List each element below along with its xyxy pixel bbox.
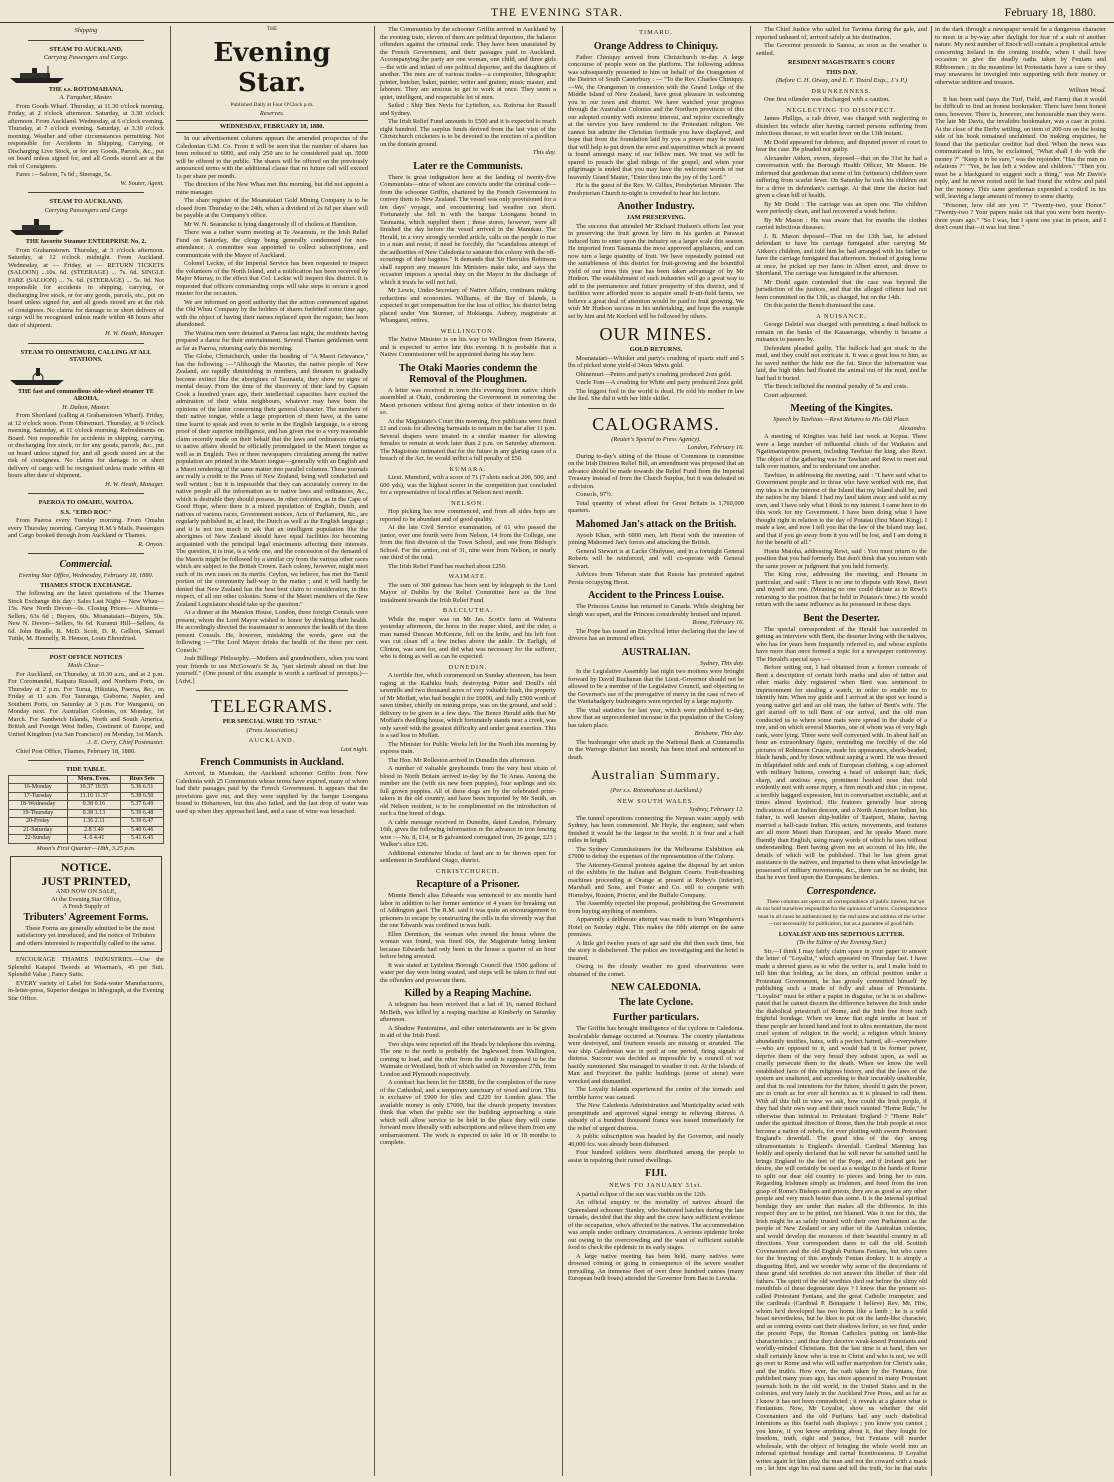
article-sub: Speech by Tawhiao.—Rewi Returns to His Old Place. xyxy=(773,416,910,423)
article-head: Killed by a Reaping Machine. xyxy=(404,988,532,999)
notice-line: AND NOW ON SALE, xyxy=(55,888,117,895)
telegrams-sub: PER SPECIAL WIRE TO "STAR." xyxy=(222,718,322,725)
article-head: Later re the Communists. xyxy=(413,160,523,172)
paragraph: It has been said (says the Turf, Field, and Farm) that it would be difficult to find an honest bookmaker. There have been honest ones, however. There is, however, one honourable man they were. The late Mr Davis, the invalides bookmaker, was a case in point. At the close of the Derby settling, on item of 200 ors on the losing side of his book remained unclaimed. On making enquiries, he found that the particular creditor had died. When the news was communicated to him, he exclaimed, "What shall I do with the money ?" "Keep it to be sure," was the rejoinder. "Has the man no relations ?" "Yes, he has left a widow and children." "Then you must be a blackguard to suggest such a thing," was Mr Davis's reply, and he never rested until he had found the widow and paid her the money. This same gentleman expended a codicil in his will, leaving a large amount of money to some charity. xyxy=(935,95,1106,200)
column-rule xyxy=(562,26,563,1476)
paragraph: The Communists by the schooner Griffin arrived in Auckland by the evening train, eleven of them are political deportees, the balance offenders against the criminal code. They have been unassisted by the French Government, and their passages paid to Auckland. Accompanying the party are one woman, one child, and three girls—the wife and infant of one political deportee, and the daughters of another. The men are of various trades—a compositor, lithographic printer, butcher, baker, painter, writer and grainer, music master, and laborers. They are anxious to get to work at once. They seem a quiet, intelligent, and respectable lot of men. xyxy=(380,26,556,101)
paragraph: By Mr Dodd : The carriage was an open one. The children were perfectly clean, and had recovered a week before. xyxy=(756,200,927,215)
place-head: NEGLECTING TO DISINFECT. xyxy=(786,106,897,114)
paragraph: The Globe, Christchurch, under the heading of "A Maori Grievance," has the following :—"Although the Maories, the native people of New Zealand, are rapidly diminishing in numbers, and threaten to gradually become extinct like the aborigines of Tasmania, they show no signs of mental decay. From the time of the discovery of their land by Captain Cook a hundred years ago, their intellectual capacities have excited the admiration of their white neighbours, whatever may have been the opinions of the latter concerning their general character. The numbers of their native tongue, while a large proportion of them have, at the same time learnt to speak and even to write in the English language, is a strong proof of their superior intelligence, and has given rise to a very reasonable claim recently made on their behalf that the laws and ordinances relating to native affairs should be officially promulgated in the Maori tongue as well as in English. Two or three newspapers circulating among the native population are printed in the Maori tongue—generally with an English and a Maori rendering of the same matter into parallel columns. These journals are really a credit to the Press of New Zealand, being well conducted and well written ; but it is impossible that they can accurately convey to the native people all the information as to native laws and ordinances, &c., which is desirable they should possess. In other colonies, as in the Cape of Good Hope, where there is a mixed population of English, Dutch, and natives of various races, Government notices, Acts of Parliament, &c., are regularly published in, at least, the Dutch as well as the English language ; and it is not too much to ask that an intelligent population like the aborigines of New Zealand should have equal facilities for becoming acquainted with the principal legal enactments affecting their interests. The question, it is true, is a wide one, and the concession of the demand of the Maoris might be followed by a similar cry from the various other races which are subject to the British Crown. Each colony, however, might meet such of its own cases on its merits. Ceylon, we believe, has met the Tamil portion of the community half-way in the matter ; and it will hardly be denied that New Zealand has the best best claim to consideration, in this respect, of all our other colonies. Some of the Maori members of the New Zealand Legislature should take up the question." xyxy=(176,353,368,608)
dateline: THIS DAY. xyxy=(825,68,858,76)
paragraph: A cable message received in Dunedin, dated London, February 16th, gives the following information re the advance in iron fencing wire :—No. 8, £14, or B galvanized corrugated iron, 26 gauge, £23 ; Walker's slice £26. xyxy=(380,818,556,848)
paragraph: By Mr Mason : He was aware that for months the clothes carried infectious diseases. xyxy=(756,216,927,231)
paragraph: Total quantity of wheat afloat for Great Britain is 1,760,000 quarters. xyxy=(568,499,744,514)
paragraph: A terrible fire, which commenced on Sunday afternoon, has been raging at the Kaihiku bush, destroying Potter and Doull's old sawmills and two thousand acres of very valuable bush, the property of Mr Moffatt, who had bought it for £6000, and fully £500 worth of sawn timber, chiefly on mining props, was on the ground, and sold ; delivery to be given in a few days. The Bence Herald adds that Mr Moffatt's dwelling house, which fortunately stands near a creek, was only saved with the greatest difficulty and under great exertion. This is a sad loss to Moffatt. xyxy=(380,672,556,739)
paragraph: Lieut. Mumford, with a score of 71 (7 shots each at 200, 500, and 600 yds), was the highest scorer in the competition just concluded for a representative of local rifles at Nelson next month. xyxy=(380,474,556,496)
column-cablegrams xyxy=(568,26,744,1476)
post-body: For Auckland, on Thursday, at 10.30 a.m., and at 2 p.m. For Coromandel, Kaipara Russell, and Northern Ports, on Thursday at 2 p.m. For Turua, Hikutaia, Paeroa, &c., on Friday at 11 a.m. For Tauranga, Gisborne, Napier, and Southern Ports, on Saturday at 3 p.m. For Wanganui, on Monday next. For Australian Colonies, on Monday, 1st March. For Sandwich Islands, North and South America, British and Foreign West Indies, Continent of Europe, and United Kingdom (via San Francisco) on Monday, 1st March. xyxy=(8,670,164,738)
article-head: Another Industry. xyxy=(617,201,695,212)
article-head: NEW CALEDONIA. xyxy=(611,982,701,993)
paragraph: Arrived, in Manukau, the Auckland schooner Griffin from New Caledonia with 25 Communists whose terms have expired, many of whom had their passages paid by the French Government. It appears that the provisions gave out, and they were supplied by the barque Loongana bound to Hobartown, but this also failed, and the last drop of water was used up when they approached land, and a case of wine was broached. xyxy=(176,770,368,815)
article-head: AUSTRALIAN. xyxy=(621,646,691,658)
paragraph: At the Magistrate's Court this morning, five publicans were fined £1 and costs for allowing barmaids to remain in the bar after 11 p.m. Several drapers were treated in a similar manner for allowing females to remain at work later than 2 p.m. on Saturday afternoon. The Magistrate intimated that for the future in any glaring cases of a breach of the Act, he would inflict a full penalty of £50. xyxy=(380,417,556,462)
paragraph: General Stewart is at Lacke Ohulyuee, and in a fortnight General Roberts will be reinforced, and will co-operate with General Stewart. xyxy=(568,547,744,570)
article-head: Australian Summary. xyxy=(591,767,721,782)
dateline: Alexandra. xyxy=(898,424,927,432)
telegrams-assoc: (Press Association.) xyxy=(246,726,298,734)
paragraph: The New Caledonia Administration and Municipality acted with promptitude and approved signal energy in relieving distress. A subsidy of a hundred thousand francs was issued immediately for the relief of urgent distress. xyxy=(568,1102,744,1132)
ad-body: From Goods Wharf. Thursday, at 11.30 o'clock morning. Friday, at 2 o'clock afternoon. Saturday, at 3.30 o'clock afternoon. From Auckland. Wednesday, at 6 o'clock evening. Thursday, at 7 o'clock evening. Saturday, at 3.30 o'clock morning. Weather and other circumstances permitting. Not responsible for Accidents in Shipping, Carrying, or Discharging Live Stock, or for any Goods, Parcels, &c., put on board unless signed for, and all Goods stored are at the risk of Consignees. xyxy=(8,102,164,170)
paragraph: The Princess Louise has returned to Canada. While sleighing her sleigh was upset, and the Princess considerably bruised and injured. xyxy=(568,603,744,618)
dateline: Evening Star Office, Wednesday, February 18, 1880. xyxy=(18,572,154,579)
classified-ad: ENCOURAGE THAMES INDUSTRIES.—Use the Splendid Kaiapoi Tweeds at Wiseman's, 45 per Suit. Splendid Value ; Fancy Suits. xyxy=(8,956,164,978)
paragraph: A Shadow Pantomime, and other entertainments are to be given in aid of the Irish Fund. xyxy=(380,1024,556,1039)
paragraph: An official enquiry re the mortality of natives aboard the Queensland schooner Stanley, who buttoned batches during the late tornado, decided that the ship and the crew have sufficient evidence of the occupation, who's affected to the natives. The accommodation was ample under ordinary circumstances. A serious epidemic broke out owing to the overcrowding and the want of sufficient suitable food to check the epidemic in its early stages. xyxy=(568,1199,744,1251)
paper-the: THE xyxy=(266,26,278,32)
column-telegrams xyxy=(380,26,556,1476)
article-sub: (To the Editor of the Evening Star.) xyxy=(796,939,887,946)
paragraph: The biggest fool in the world is dead. He told his mother in law she lied. She did it with her little skillet. xyxy=(568,387,744,402)
paper-sub: Published Daily at Four O'Clock p.m. xyxy=(230,101,314,108)
article-head: FIJI. xyxy=(645,1168,667,1179)
dateline: Rome, February 16. xyxy=(692,619,744,626)
paragraph: Colonel Leckie, of the Imperial Service has been requested to inspect the volunteers of the North Island, and a notification has been received by Major Murray, to the effect that Col. Leckie will inspect this district. It is requested that officers commanding corps will take steps to secure a good muster for the occasion. xyxy=(176,260,368,297)
post-sub: Mails Close— xyxy=(67,662,105,669)
paragraph: The vital statistics for last year, which were published to-day, show that an unprecedented increase in the population of the Colony has taken place. xyxy=(568,706,744,729)
paragraph: In our advertisement columns appears the amended prospectus of the Caledonian G.M. Co. From it will be seen that the number of shares has been reduced to 6000, and only 250 are to be considered paid up. 5000 will be offered to the public. The shares will be offered on the previously announced terms with the additional clause that no future call will exceed 1s per share per month. xyxy=(176,135,368,180)
paragraph: He is the guest of the Rev. W. Gillies, Presbyterian Minister. The Presbyterian Church to-night is crowded to hear his lecture. xyxy=(568,182,744,197)
paragraph: A little girl twelve years of age said she did then each time, but the story is disbelieved. The police are investigating and the hotel is insured. xyxy=(568,939,744,962)
paragraph: George Dalziel was charged with permitting a dead bullock to remain on the banks of the Kauaeranga, whereby it became a nuisance to passers by. xyxy=(756,321,927,343)
paragraph: The Minister for Public Works left for the North this morning by express train. xyxy=(380,740,556,755)
place-head: NEWS TO JANUARY 31st. xyxy=(609,1182,703,1189)
ad-agent: W. Souter, Agent. xyxy=(120,179,164,187)
dateline: Sydney, February 12. xyxy=(689,806,744,813)
column-shipping xyxy=(8,26,164,1476)
paragraph: A partial eclipse of the sun was visible on the 12th. xyxy=(576,1190,707,1198)
paragraph: While the reaper was on Mr Jas. Scott's farm at Waiwera yesterday afternoon, the horse in the reaper shied, and the rider, a man named Duncan McKenzie, fell on the knife, and his left foot was cut clean off a few inches above the ankle. Dr Earligh, of Clinton, was sent for, and did what was necessary for the sufferer, who is doing as well as can be expected. xyxy=(380,615,556,660)
paragraph: Tawhiao, in addressing the meeting, said : "I have said what to Government people and to those who have worked with me, that my idea is in the interest of the Island that my Island shall be, and the nation be my Island. I had my land taken away and sold as my own, and I have only what I think to my interest. I came here to do this work for my Government. I have been doing what I have thought right in relation to the day of Potatau (first Maori King). I made a law, and now I tell you that the law of the Island may last, and that if you go away from it you will be lost, and I am doing it for the benefit of all." xyxy=(756,471,927,546)
place-head: WELLINGTON. xyxy=(440,327,496,335)
ship-name: S.S. "EIRO ROC" xyxy=(60,508,112,516)
article-head: French Communists in Auckland. xyxy=(200,757,344,768)
place-head: CHRISTCHURCH. xyxy=(436,867,500,875)
paragraph: Additional extensive blocks of land are to be thrown open for settlement in Southland Otago, district. xyxy=(380,849,556,864)
paragraph: A large native meeting has been held, many natives were drowned coming or going in consequence of the severe weather prevailing. An immense fleet of over three hundred canoes (many European built boats) attended the Governor from Bau to Lovuka. xyxy=(568,1252,744,1282)
masthead-title: THE EVENING STAR. xyxy=(490,5,624,19)
signature: William Wood. xyxy=(1068,87,1106,94)
column-court-correspondence xyxy=(756,26,1106,1476)
paragraph: J. B. Mason deposed—That on the 13th last, he advised defendant to have his carriage fumigated after carrying Mr Aitken's children, and told him he had arranged with his father to have the carriage fumigated that afternoon. Instead of going home at once, he picked up two fares in Albert street, and drove to Shortland. The carriage was fumigated in the afternoon. xyxy=(756,232,927,277)
column-rule xyxy=(374,26,375,1476)
section-head: Correspondence. xyxy=(806,885,877,897)
column-editorial xyxy=(176,26,368,1476)
article-head: LOYALIST AND HIS SEDITIOUS LETTER. xyxy=(778,930,905,938)
ship-name: THE s.s. ROTOMAHANA. xyxy=(48,85,124,93)
exchange-title: THAMES STOCK EXCHANGE. xyxy=(40,581,132,589)
notice-title: NOTICE. xyxy=(60,860,112,874)
paragraph: The Attorney-General protests against the disposal by art union of the exhibits in the Italian and Belgium Courts. Fruit-thrashing machines proceeding at Orange at present at Robey's (inferior), Marshall and Sons, and Foster and Co. still to compete with Hornsbys, Ruston, Proctor, and the Buffalo Company. xyxy=(568,861,744,899)
paragraph: A letter was received in town this evening from native chiefs assembled at Otaki, condemning the Government in removing the Maori prisoners without first giving notice of their intention to do so. xyxy=(380,386,556,416)
paragraph: Defendant pleaded guilty. The bullock had got stuck in the mud, and they could not extricate it. It was a great loss to him, as he saved neither the hide nor the fat. Since the information was laid, the high tides had floated the animal out of the mud, and he had had it buried. xyxy=(756,344,927,382)
ad-title: STEAM TO OHINEMURI, CALLING AT ALL STATIONS. xyxy=(20,348,152,363)
post-title: POST OFFICE NOTICES xyxy=(49,653,123,661)
paragraph: In the Legislative Assembly last night two motions were brought forward by David Buchanan that the Lieut.-Governor should not be allowed to be a member of the Legislative Council, and objecting to the Governor's use of the prerogative of mercy in the case of two of the Wantabadgery bushrangers were rejected by a large majority. xyxy=(568,668,744,705)
paragraph: A telegram has been received that a lad of 16, named Richard McBeth, was killed by a reaping machine at Kimberly on Saturday afternoon. xyxy=(380,1001,556,1023)
paragraph: These columns are open to all correspondence of public interest, but we do not hold ourselves responsible for the opinions of writers. Correspondence must in all cases be authenticated by the real name and address of the writer—not necessarily for publication, but as a guarantee of good faith. xyxy=(756,898,927,927)
issue-date: WEDNESDAY, FEBRUARY 18, 1880. xyxy=(219,122,325,130)
notice-line: At the Evening Star Office, xyxy=(51,895,121,903)
paragraph: The Irish Relief Fund amounts to £500 and it is expected to reach eight hundred. The surplus funds derived from the last visit of the Christchurch cricketers is to be devoted to the erection of a pavilion on the domain ground. xyxy=(380,118,556,148)
paragraph: Consols, 97½. xyxy=(576,491,613,498)
moon-note: Moon's First Quarter—18th, 3.25 p.m. xyxy=(36,844,136,852)
paragraph: The special correspondent of the Herald has succeeded in getting an interview with Bent, the deserter living with the natives, who has for years been frequently referred to, and whose exploits have more than once formed a topic for a newspaper controversy. The Herald's special says :— xyxy=(756,625,927,663)
article-head: Accident to the Princess Louise. xyxy=(588,590,724,601)
paragraph: There is great indignation here at the landing of twenty-five Communists—nine of whom are convicts under the criminal code—from the schooner Griffin, chartered by the French Government to convey them to New Zealand. The vessel was only provisioned for a ten days' voyage, and encountering bad weather ran short. Fortunately she fell in with the barque Loongana bound to Tasmania, which supplied them ; these stores, however, were all finished the day before the vessel arrived in the Manukau. The Herald, in a very strongly worded article, calls on the people to rise to a man and resist, if need be forcibly, the "scandalous attempt of the authorities of New Caledonia to saturate this colony with the off-scourings of their bagnios." It demands that Sir Hercules Robinson shall support any measure his Ministers make take, and says the occasion imposes a special duty on the Mayor in the discharge of which it trusts he will not fail. xyxy=(380,173,556,286)
paragraph: Mr Lewis, Under-Secretary of Native Affairs, continues making reductions and economies. Williams, of the Bay of Islands, is expected to get compensation for the loss of office, his district being placed under Von Sturmer, of Hokianga. Aubrey, magistrate at Whangarei, retires. xyxy=(380,287,556,324)
paragraph: Ellen Dennison, the woman who owned the house where the woman was found, was fined 60s, the Magistrate being lenient because Edwards had only been in the house a quarter of an hour before being arrested. xyxy=(380,930,556,960)
paragraph: Owing to the cloudy weather no good observations were obtained of the comet. xyxy=(568,963,744,978)
paragraph: Minnie Bench alias Edwards was sentenced to six months hard labor in addition to her former sentence of 4 years for breaking out of Addington gaol. The R.M. said it was quite an encouragement to prisoners to escape by constructing the cells in the slovenly way that the one Edwards was confined in was built. xyxy=(380,892,556,929)
paragraph: Hop picking has now commenced, and from all sides hops are reported to be abundant and of good quality. xyxy=(380,508,556,523)
paragraph: During to-day's sitting of the House of Commons in committee on the Irish Distress Relief Bill, an amendment was proposed that an advance should be made towards the Relief Fund from the Imperial Treasury instead of from the Church Surplus, but it was defeated on a division. xyxy=(568,452,744,490)
paragraph: James Phillips, a cab driver, was charged with neglecting to disinfect his vehicle after having carried persons suffering from infectious disease, to wit scarlet fever on the 13th instant. xyxy=(756,115,927,137)
ad-body: From Paeroa every Tuesday morning. From Omahu every Thursday morning. Carrying H.M.'s Mails. Passengers and Cargo booked through from Auckland or Thames. xyxy=(8,517,164,539)
paragraph: Josh Billings' Philosophy.—Mothers and grandmothers, when you want your friends to use McGowan's St Ja, "just skrimsh ahead on that line yourself." (One pound of this example is worth a cartload of precepts.)—[Advt.] xyxy=(176,655,368,685)
paragraph: A number of valuable greyhounds from the very best strain of blood in North Britain arrived to-day by the Te Anau. Among the number are the (with six new born puppies), four saplings and six full grown puppies. All of these dogs are by the celebrated prize-takers in the old country, and have been imported by Mr Smith, an old Nelson resident, is to be complimented on the introduction of such a fine breed of dogs. xyxy=(380,765,556,817)
paragraph: Hoeta Maioha, addressing Rewi, said : You must return to the position that you had formerly. But don't think that you return with the same power or judgment that you held formerly. xyxy=(756,547,927,570)
notice-line: Tributers' Agreement Forms. xyxy=(23,911,149,923)
telegrams-title: TELEGRAMS. xyxy=(210,696,334,716)
table-row: 17-Tuesday 11.16 11.37 5.38 6.50 xyxy=(9,792,164,801)
ad-fares: Fares :—Saloon, 7s 6d ; Steerage, 5s. xyxy=(16,171,112,178)
ad-agent: H. W. Heath, Manager. xyxy=(105,330,164,337)
table-row: 16-Monday 10.37 10.55 5.36 6.51 xyxy=(9,784,164,793)
post-sign: J. E. Corry, Chief Postmaster. xyxy=(87,739,164,746)
paragraph: Sir,—I think I may fairly claim space in your paper to answer the letter of "Loyalist," which appeared on Thursday last. I have made a shrewd guess as to who the writer is, and I make bold to tell him that holding, as he does, an official position under a Protestant Government, he has grossly committed himself by publishing such a tirade of folly and abuse of Protestants. "Loyalist" must be either a papist in disguise, or he is so shallow-pated that he cannot discern the difference between the Irish under the diabolical priestcraft of Rome, and the Irish free from such frightful bondage. When we know that eight tenths at least of these people are bound hand and foot to ultra montanism, the most cruel system of religion in the world, a religion which history abundantly testifies, hates, with a perfect hatred, all—everywhere—who are opposed to it, and would had it its former power, deprive them of the very bread they subsist upon, as well as cruelly persecute them to the death. When we know the well established facts of this religious history, and that the laws of the system are unaltered, and according to their incurably unalterable, and that its real intentions for the future, should it gain the power, are to crush as for ever all heretics as it is pleased to call them. With all this full in view we ask, how could the Irish people, if they had their own way and their much vaunted "Home Rule," be otherwise than inimical to Protestant England ? "Home Rule" under the spiritual direction of Rome, then the Irish people at once become a nation of rebels, for ever plotting with sworn Protestant England's downfall. The grand idea of the day among ultramontanists is England's downfall. Cardinal Manning has boldly and openly declared that he will never be satisfied until he brings England to the feet of the Pope, and if Ireland gets her desire, she will certainly be used as a wedge in the hands of Rome to split our dear old country to pieces and bring her to ruin. Regarding Irishmen simply as Irishmen, and freed from the iron grasp of Rome's Bishops and priests, they are as good as any other people and very much better than some. It is the internal spiritual bondage they are under that makes all the difference. In this respect they are to be pitied, not blamed. Was it not for this, the Irish might be as safely trusted with their own Parliament as the people of New Zealand or any other of the Australian colonies, and would develop the resources of their beautiful country in all directions. Your correspondent dares to call the old Scottish Covenanters and the old English Puritans Fenians, but who cares for the braying of this anybody Fenian donkey. It is simply a disgusting libel, and we wonder why some of the descendants of these grand old worthies do not answer this libeller of their old fathers. The spirit of the old worthies died out before the slimy old mouthfuls of these degenerate days ? I know that the present so-called Protestant Fenians, and the great Catholic trumpeter, and the cardinals (Cardinal P. Bonaparte I believe) Rev. Mr. Hiw, whom he'd developed has two horns like a lamb ; he is a wild beast nevertheless, but he likes to put on the lamb-like character, and as coming events cast their shadows before, so we find, under the present Pope, the Roman Catholics putting on lamb-like characteristics ; and thus they deceive weak-kneed Protestants and worldly-minded Christians. But the last time is at hand, then we shall certainly know who is true to Christ and who is not, we will go over to Rome and who will suffer martyrdom for Christ's sake, and the truth's. How ever, the oath taken by the Fenians, first published many years ago, has since appeared in many Protestant journals both in the old world, in the United States and in the colonies, and very lately in the Auckland Free Press, and as far as I know it has not been contradicted ; it reveals at a glance what is Fenianism. Now, Mr Loyalist, show us whether the old Covenanters and the old Puritans had any such diabolical intentions as this fearful oath displays ; you know you cannot ; you know, if you know anything about it, that they fought for freedom, truth, right and justice, but Fenians will murder wholesale, with the object of bringing the whole world into an infernal spiritual bondage and carnal licentiousness. If Loyalist writes again let him play the man and not the coward with a mask on ; let him sign his real name and tell the truth, for he that stabs in the dark through a newspaper would be a dangerous character to meet in a by-way after daylight for fear of a stab of another nature. My next number of Enoch will contain a prophetical article concerning Ireland in the coming trouble, when I shall have occasion to give the deadly oaths taken by Fenians and Ribbonmen ; in the meantime let Protestants have a care or they may unawares be inveigled into supporting with their money or otherwise sedition and treason. xyxy=(756,26,1106,1472)
article-head: OUR MINES. xyxy=(599,324,713,344)
place-head: TIMARU. xyxy=(639,29,673,36)
paragraph: Ohinemuri—Peters and party's crushing produced 2ozs gold. xyxy=(576,370,732,378)
place-head: A NUISANCE. xyxy=(816,312,867,320)
table-row: 22-Sunday 4. 6 4.41 5.41 6.45 xyxy=(9,835,164,844)
paragraph: The Native Minister is on his way to Wellington from Hawera, and is expected to arrive late this evening. It is probable that a Native Commissioner will be appointed during his stay here. xyxy=(380,336,556,358)
paragraph: The Hon. Mr Rolleston arrived in Dunedin this afternoon. xyxy=(388,756,537,764)
place-head: BALCLUTHA. xyxy=(442,607,494,614)
dateline: This day. xyxy=(532,149,556,156)
paragraph: One first offender was discharged with a caution. xyxy=(764,96,890,103)
table-row: 18-Wednesday 0.38 0.16 5.37 6.49 xyxy=(9,801,164,810)
ad-agent: H. W. Heath, Manager. xyxy=(105,480,164,488)
table-row: 21-Saturday 2.8 3.40 5.40 6.46 xyxy=(9,826,164,835)
paragraph: The Griffin has brought intelligence of the cyclone in Caledonia. Incalculable damage occurred at Noumea. The country plantations were destroyed, and fourteen vessels are missing or stranded. The war ship Caledonian was in peril at one period, firing signals of distress. Succour was decided as impossible by a council of war hastily summoned. She managed to weather it out. At the Islands of Man and Freycinet the public buildings (some of stone) were wrecked and dismantled. xyxy=(568,1025,744,1085)
paragraph: Two ships were reported off the Heads by telephone this evening. The one to the north is probably the Ingleweed from Wellington, coming to load, and the other from the south is supposed to be the Waimate or Westland, both of which sailed on November 27th, from London and Plymouth respectively. xyxy=(380,1040,556,1078)
dateline: Sydney, This day. xyxy=(699,659,744,667)
paragraph: Court adjourned. xyxy=(764,391,808,399)
exchange-body: The following are the latest quotations of the Thames Stock Exchange this day : Sales Last Night— New Whau—15s. New North Devon—9s. Closing Prices— Alburnia—Sellers, 63s 6d ; Buyers, 60s. Moanataiari—Buyers, 50s. New N. Devon—Sellers, 9s 6d. Kuranui Hill—Sellers, 6s 6d. John Bradle, R. McD. Scott, D. R. Gellion, Samuel Tuttle, M. Hennelly, R. Henson, Louis Ehrenfried. xyxy=(8,590,164,642)
paragraph: The Assembly rejected the proposal, prohibiting the Government from buying anything of members. xyxy=(568,900,744,915)
paragraph: Apparently a deliberate attempt was made to burn Wingenhavn's Hotel on Sunday night. This makes the fifth attempt on the same premises. xyxy=(568,916,744,938)
dateline: London, February 16. xyxy=(687,444,744,451)
paragraph: At a dinner at the Mansion House, London, three foreign Consuls were present, whom the Lord Mayor wished to honor by drinking their health. He accordingly directed the toastmaster to announce the health of the three present Consuls. He, however, mistaking the words, gave out the following :—"The Lord Mayor drinks the health of the three per cent. Consols." xyxy=(176,609,368,654)
notice-body: These Forms are generally admitted to be the most satisfactory yet introduced, and the notice of Tributers and others interested is respectfully called to the same. xyxy=(16,924,156,947)
table-row: 19-Thursday 0.38 1.13 5.39 6.48 xyxy=(9,809,164,818)
ship-master: H. Dalton, Master. xyxy=(62,403,110,411)
ad-sub: Carrying Passengers and Cargo xyxy=(44,206,128,214)
article-subhead: JAM PRESERVING. xyxy=(626,214,686,221)
classified-ad: EVERY variety of Label for Soda-water Manufacturers, in-letter-press, Superior designs in lithograph, at the Evening Star Office. xyxy=(8,979,164,1002)
article-head: Bent the Deserter. xyxy=(803,612,880,624)
paragraph: Mr Dodd again contended that the case was beyond the jurisdiction of the justices, and that the alleged offence had not been committed on the 13th, as charged, but on the 14th. xyxy=(756,278,927,301)
ad-title: STEAM TO AUCKLAND, xyxy=(49,45,123,53)
article-head: Mahomed Jan's attack on the British. xyxy=(575,518,737,530)
steamer-icon xyxy=(8,64,164,84)
article-subhead: GOLD RETURNS. xyxy=(629,346,683,353)
paper-title: Evening Star. xyxy=(213,37,331,98)
steamer-icon xyxy=(8,216,164,236)
article-head: Meeting of the Kingites. xyxy=(790,403,893,414)
steamer-icon xyxy=(8,366,164,386)
paragraph: It was stated at Lyttelton Borough Council that 1500 gallons of water per day were being wasted, and steps will be taken to find out the offenders and prosecute them. xyxy=(380,961,556,984)
table-row: 20-Friday 1.36 2.11 5.39 6.47 xyxy=(9,818,164,827)
paragraph: The directors of the New Whau met this morning, but did not appoint a mine manager. xyxy=(176,181,368,196)
article-head: The late Cyclone. xyxy=(618,997,694,1008)
masthead xyxy=(0,0,1114,23)
two-column-flow xyxy=(756,26,1106,1476)
article-head: The Otaki Maories condemn the Removal of the Ploughmen. xyxy=(398,362,538,385)
article-head: Recapture of a Prisoner. xyxy=(416,879,520,890)
ship-name: THE fast and commodious side-wheel steamer TE AROHA, xyxy=(17,387,155,402)
place-head: DUNEDIN. xyxy=(448,663,488,671)
place-head: NELSON. xyxy=(451,499,485,507)
paragraph: The Sydney Commissioners for the Melbourne Exhibition ask £7000 to defray the expenses of the representation of the Colony. xyxy=(568,845,744,860)
ad-agent: R. Onyon. xyxy=(138,540,164,548)
ship-name: THE favorite Steamer ENTERPRISE No. 2. xyxy=(25,238,147,245)
ship-master: A. Farquhar, Master. xyxy=(59,94,113,101)
paragraph: The tunnel operations connecting the Nepean water supply with Sydney, has been commenced. Mr Heyle, the engineer, said when finished it would be the largest in the world. It is four and a half miles in length. xyxy=(568,814,744,844)
notice-box xyxy=(10,856,162,952)
ad-sub: Carrying Passengers and Cargo. xyxy=(43,54,129,61)
paragraph: At the late Civil Service examination, of 61 who passed the junior, over one fourth were from Nelson, 14 from the College, one from the first division of the Town School, and one from Bishop's School. For the senior, out of 31, nine were from Nelson, or nearly one third of the total. xyxy=(380,524,556,561)
paragraph: The Bench inflicted the nominal penalty of 5s and costs. xyxy=(764,383,909,390)
cablegrams-title: CALOGRAMS. xyxy=(592,413,720,434)
notice-line: A Fresh Supply of xyxy=(62,903,110,910)
dateline: Brisbane, This day. xyxy=(694,730,744,737)
paragraph: Mr Dodd appeared for defence, and disputed power of court to hear the case. He pleaded not guilty. xyxy=(756,138,927,153)
paragraph: Uncle Tom—A crushing for White and party produced 2ozs gold. xyxy=(576,379,744,386)
article-sub: (Per s.s. Rotomahana at Auckland.) xyxy=(610,787,702,794)
ad-title: PAEROA TO OMAHU, WAITOA. xyxy=(38,499,134,506)
paragraph: The Irish Relief Fund has reached about £250. xyxy=(388,562,507,570)
paragraph: "Prisoner, how old are you ?" "Twenty-two, your Honor." "Twenty-two ? Your papers make out that you were born twenty-three years ago." "So I was, but I spent one year in prison, and I don't count that—it was lost time." xyxy=(935,201,1106,231)
paragraph: Before setting out, I had obtained from a former comrade of Bent a description of certain birth marks and also of tattoo and other marks duly registered when Bent was sentenced to imprisonment for stealing a watch, in order to enable me to identify him. When my guide and I arrived at the spot we found a young native girl and an old man, the father of Bent's wife. The girl started off to tell Bent of our arrival, and the old man conducted us to where some mats were spread in the shade of a tree, and on which several Maories, one of whom was of very high rank, were lying. Three were well conversed with. In about half an hour an extraordinary figure, reminding me forcibly of the old pictures of Robinson Crusoe, made his appearance, shock-headed, black hands, and by down without saying a word. He was dressed in dilapidated odds and ends of European clothing, a cap adorned with military buttons, covering a head of unkempt hair, dark, sharp, and anxious eyes, prominent hooked nose that told evidently met with some injury, a firm mouth and chin ; in repose, a terribly haggard expression, but in conversation excitable, and at times almost hysterical. His features generally bear strong indications of an Indian descent, and a North American Indian, his father, is well known ship-builder of Eastport, Maine, having married a half-caste Indian. His action, movements, and features are all more Maori than European, and he speaks Maori more fluently than English, using many words of which he uses without understanding. Bent having given me an account of his life, the details of which will be published. That he has given great assistance to the natives, and imparted to them what knowledge he possessed of military movements, &c., there can be no doubt, but that he ever fired upon the Europeans he denies. xyxy=(756,664,927,881)
paragraph: We are informed on good authority that the action commenced against the Old Whau Company by the holders of shares forfeited some time ago, with the object of having their names replaced upon the register, has been abandoned. xyxy=(176,298,368,328)
paragraph: The sum of 300 guineas has been sent by telegraph to the Lord Mayor of Dublin by the Relief Committee here as the first instalment towards the Irish Relief Fund. xyxy=(380,581,556,604)
place-head: AUCKLAND. xyxy=(248,737,296,744)
post-date: Chief Post Office, Thames, February 18, 1880. xyxy=(16,747,136,755)
column-rule xyxy=(170,26,171,1476)
paper-sub2: Reserves. xyxy=(259,110,285,117)
paragraph: On this point the Bench dismissed the case. xyxy=(764,302,876,309)
article-head: Further particulars. xyxy=(613,1012,699,1023)
paragraph: The King rose, addressing the meeting, and Honana in particular, and said : There is no one to dispute with Rewi, Rewi and myself are one. (Meaning no one could dictate as to Rewi's returning to the position that he held in Potatau's time.) He would return with the same influence as he possessed in those days. xyxy=(756,571,927,608)
masthead-date: February 18, 1880. xyxy=(1004,5,1096,19)
ad-body: From Grahamstown. Thursday, at 3 o'clock afternoon. Saturday, at 12 o'clock midnight. From Auckland. Wednesday, at — Friday, at — RETURN TICKETS (SALOON) ...10s. 6d. (STEERAGE) ... 7s. 6d. SINGLE FARE (SALOON) ... 7s. 6d. (STEERAGE) ... 5s. 0d. Not responsible for accidents in shipping, carrying, or discharging live stock, or for any goods, parcels, etc., put on board unless signed for, and all goods stored are at the risk of consignees. No claims for damage to or short delivery of cargo will be recognised unless made within 48 hours after date of shipment. xyxy=(8,246,164,329)
paragraph: Sailed : Ship Ben Nevis for Lyttelton, s.s. Rotorua for Russell and Sydney. xyxy=(380,102,556,117)
notice-line: JUST PRINTED, xyxy=(41,874,131,888)
paragraph: The share register of the Moanataiari Gold Mining Company is to be closed from Thursday to the 24th, when a dividend of 2s 6d per share will be payable at the Company's office. xyxy=(176,197,368,219)
paragraph: A contract has been let for £8588, for the completion of the nave of the Cathedral, and a temporary sanctuary of wood and iron. This is exclusive of £900 for tiles and £220 for London glass. The available money is only £7600, but the church property investees think that when the public see the building approaching a state which will allow service to be held in the place they will come forward more liberally with subscriptions and relieve them from any embarrassment. The work is expected to take 18 or 18 months to complete. xyxy=(380,1079,556,1146)
paragraph: The success that attended Mr Richard Hudson's efforts last year in preserving the fruit grown by him in his garden at Parawai induced him to enter upon the industry on a larger scale this season. He imported from Tasmania the most approved appliances, and can now turn a large quantity of fruit. We have repeatedly pointed out the suitableness of this district for fruit-growing and the bountiful yield of our trees this year has been taken advantage of by Mr Hudson. The establishment of such industries will go a great way to add to the permanence and future prosperity of this district, and if facilities were afforded more to acquire small fr-uit-field farms, we believe a great deal of attention would be paid to fruit growing. We wish Mr Hudson success in his undertaking, and hope the example set by him and Mr Korford will be followed by others. xyxy=(568,222,744,320)
dateline: Last night. xyxy=(340,745,368,753)
article-head: RESIDENT MAGISTRATE'S COURT xyxy=(787,59,896,66)
place-head: KUMARA. xyxy=(449,465,487,473)
article-head: Orange Address to Chiniquy. xyxy=(593,40,719,52)
column-rule xyxy=(750,26,751,1476)
paragraph: Four hundred soldiers were distributed among the people to assist in repairing their ruined dwellings. xyxy=(568,1149,744,1164)
paragraph: A meeting of Kingites was held last week at Kopua. There were a large number of influential chiefs of the Waikatos and Ngatimaniapotos present, including Tawhiao the king, also Rewi. The object of the gathering was for Tawhaio and Rewi to meet and talk over matters, and to understand one another. xyxy=(756,433,927,470)
place-head: NEW SOUTH WALES. xyxy=(617,797,695,805)
place-head: DRUNKENNESS. xyxy=(811,87,872,95)
ad-body: From Shortland (calling at Grahamstown Wharf). Friday, at 12 o'clock noon. From Ohinemuri. Thursday, at 9 o'clock morning. Saturday, at 11 o'clock morning. Refreshments on Board. Not responsible for accidents in shipping, carrying, or discharging live stock, or for any goods, parcels, &c., put on board unless signed for, and all goods stored are at the risk of consignees. No claims for damage to or short delivery of cargo will be recognised unless made within 48 hours after date of shipment. xyxy=(8,412,164,479)
section-head: Commercial. xyxy=(59,559,113,570)
paragraph: The Pope has issued an Encyclical letter declaring that the law of divorce has an immoral effect. xyxy=(568,627,744,642)
paragraph: The bushranger who stuck up the National Bank at Cunnamulla in the Warrego district last month, has been tried and sentenced to death. xyxy=(568,738,744,761)
cablegrams-sub: (Reuter's Special to Press Agency). xyxy=(611,435,701,443)
paragraph: Mr W. N. Searancke is lying dangerously ill of cholera at Hamilton. xyxy=(184,220,358,228)
tide-table: Morn. Even. Rises Sets 16-Monday 10.37 10.55 5.36 6.51 17-Tuesday 11.16 11.37 5.38 6.50 18-Wednesday 0.38 0.16 5.37 6.49 19-Thursday 0.38 1.13 5.39 6.48 20-Friday 1.36 2.11 5.39 6.47 21-Saturday 2.8 3.40 5.40 6.46 22-Sunday 4. 6 4.41 5.41 6.45 xyxy=(8,775,164,844)
paragraph: Advices from Teheran state that Russia has protested against Persia occupying Herat. xyxy=(568,571,744,586)
paragraph: There was a rather warm meeting at Te Awamutu, re the Irish Relief Fund on Saturday, the clergy being generally condemned for non-attendance. A committee was appointed to collect subscriptions, and communicate with the Mayor of Auckland. xyxy=(176,229,368,259)
paragraph: The Chief Justice who sailed for Tavinna during the gale, and reported unheard of, arrived safely at his destination. xyxy=(756,26,927,41)
ad-title: STEAM TO AUCKLAND, xyxy=(49,198,123,205)
section-head: Shipping xyxy=(74,27,98,34)
paragraph: Ayoob Khan, with 6000 men, left Herat with the intention of joining Mahomed Jan's forces and attacking the British. xyxy=(568,531,744,546)
paragraph: The Loyalty Islands experienced the centre of the tornado and terrible havoc was caused. xyxy=(568,1086,744,1101)
paragraph: The Waitoa men were detained at Paeroa last night, the residents having prepared a dance for their entertainment. Several Thames gentlemen went as far as Paeroa, returning early this morning. xyxy=(176,329,368,352)
paragraph: Moanataiari—Whisker and party's crushing of quartz stuff and 5 lbs of picked stone yield-d 34ozs 9dwts gold. xyxy=(568,354,744,369)
article-sub: (Before C. H. Otway, and E. F. Tizard Esqs., J.'s P.) xyxy=(775,77,908,84)
paragraph: Alexander Aitken, sworn, deposed—that on the 31st he had a conversation with the Borough Health Officer, Mr Mason. He informed that gentleman that some of his (witness's) children were suffering from scarlet fever. On Saturday he took his children out for a drive in defendant's carriage. At that time the doctor had given a clean bill of health. xyxy=(756,154,927,199)
paragraph: The Governor proceeds to Samoa, as soon as the weather is settled. xyxy=(756,42,927,57)
tide-title: TIDE TABLE. xyxy=(66,766,106,773)
paragraph: A public subscription was headed by the Governor, and nearly 40,000 fcs. was already been disbursed. xyxy=(568,1133,744,1148)
place-head: WAIMATE. xyxy=(448,573,488,580)
paragraph: Father Chiniquy arrived from Christchurch to-day. A large concourse of people were on the platform. The following address was subsequently presented to him on behalf of the Orangemen of the District of South Canterbury : — "To the Rev. Charles Chiniquy.—We, the Orangemen in connexion with the Grand Lodge of the Middle Island of New Zealand, have great pleasure in welcoming you to our town and district. We have watched your progress through the Australian Colonies and the Northern provinces of this our adopted country with extreme interest, and rejoice exceedingly at the service you have rendered to the Protestant religion. We cannot but admire the Christian fortitude you have displayed, and hope that from the foundation laid by you a power may be raised that will help to put down the error and superstition which at present is found amongst many of our fellow men. We trust we will be spared to preach the glad tidings of the gospel, and when your pilgrimage is ended that you may have the welcome words of our heavenly Grand Master, "Enter thou into the joy of thy Lord." xyxy=(568,53,744,181)
